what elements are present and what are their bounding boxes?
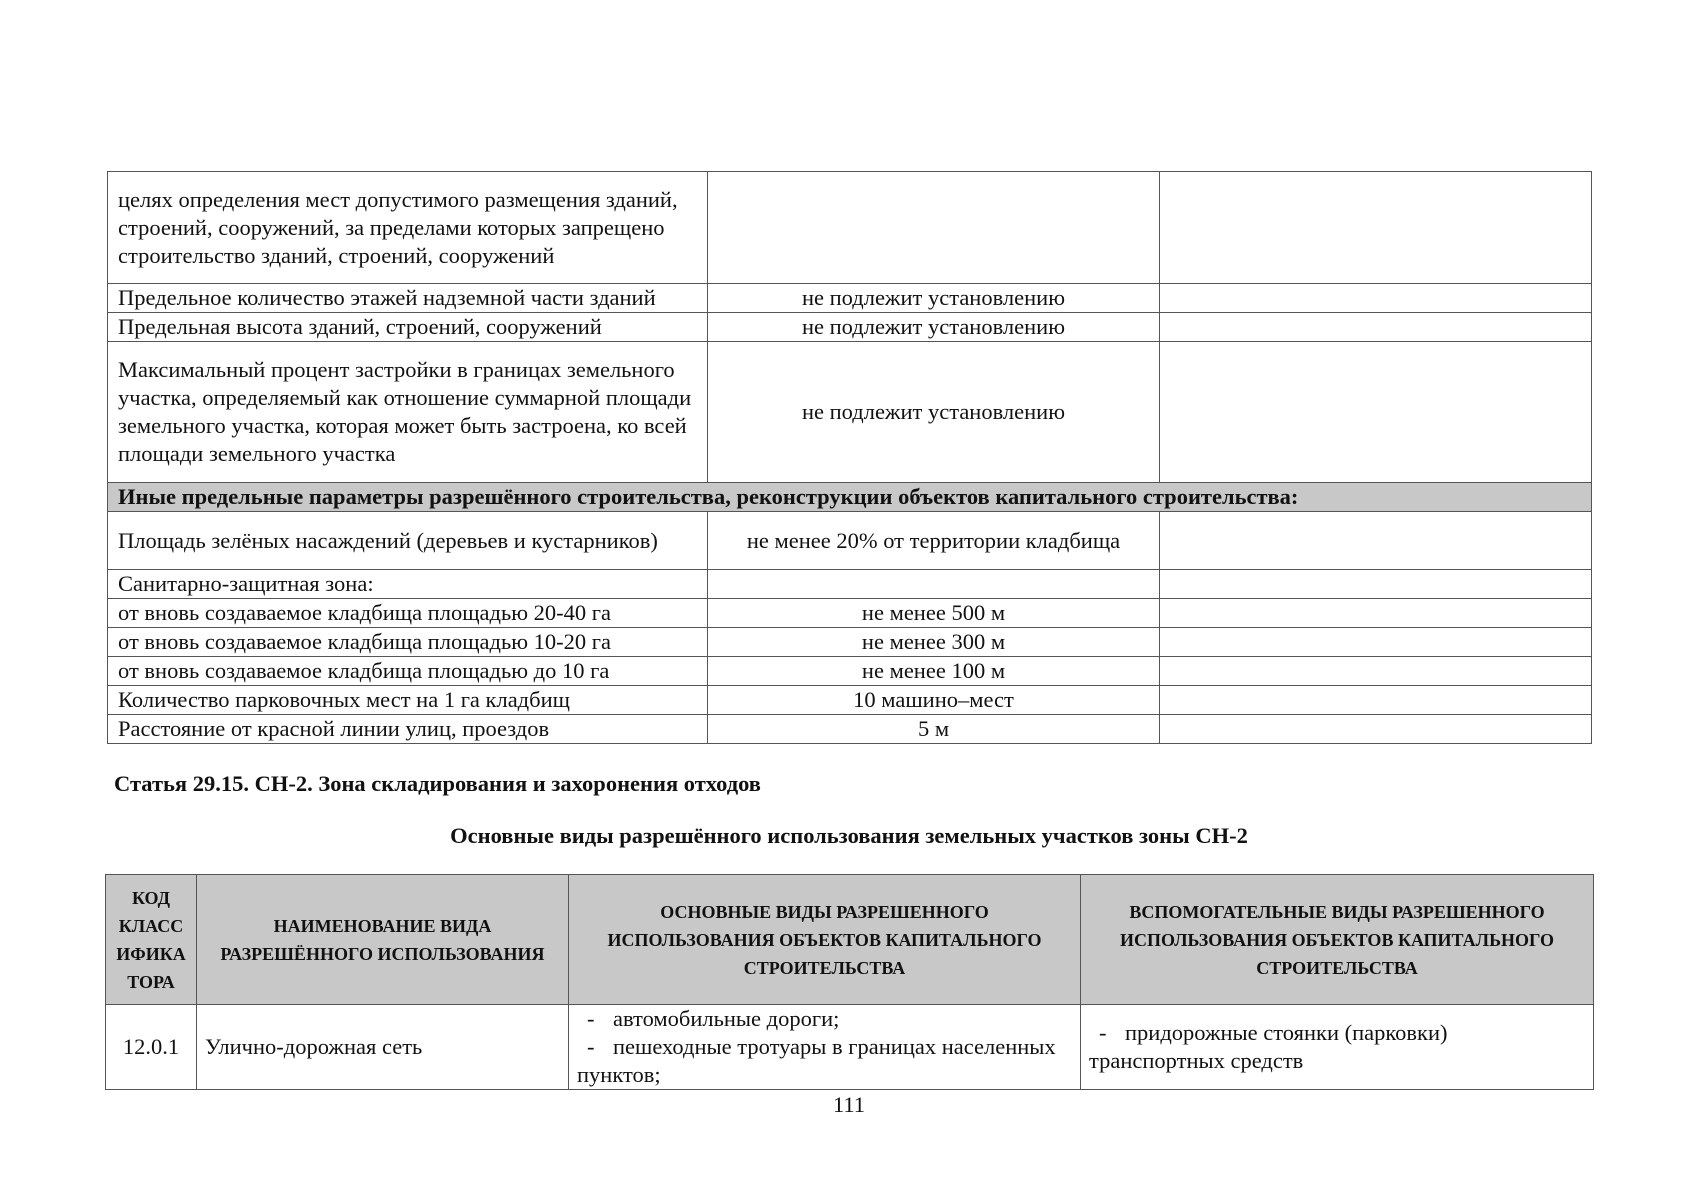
- page-number: 111: [832, 1092, 866, 1117]
- table-row: [108, 686, 1592, 715]
- main-uses-cell: [569, 1005, 1081, 1090]
- table-row: [108, 599, 1592, 628]
- param-value: 5 м: [708, 715, 1160, 744]
- table-row: [108, 342, 1592, 483]
- section-heading-row: [108, 483, 1592, 512]
- param-label: от вновь создаваемое кладбища площадью до 10 га: [108, 657, 708, 686]
- classifier-code: 12.0.1: [106, 1005, 197, 1090]
- header-code: КОД КЛАСС ИФИКА ТОРА: [106, 875, 197, 1005]
- table-row: [108, 313, 1592, 342]
- list-item-text: автомобильные дороги;: [613, 1006, 840, 1031]
- param-value: не менее 20% от территории кладбища: [708, 512, 1160, 570]
- param-value: 10 машино–мест: [708, 686, 1160, 715]
- table-caption: Основные виды разрешённого использования земельных участков зоны СН-2: [450, 823, 1248, 848]
- param-note: [1160, 715, 1592, 744]
- param-value: не менее 100 м: [708, 657, 1160, 686]
- param-note: [1160, 628, 1592, 657]
- list-item-text: пешеходные тротуары в границах населенных пунктов;: [577, 1034, 1056, 1087]
- table-row: [108, 284, 1592, 313]
- table-row: [108, 657, 1592, 686]
- table-row: [108, 570, 1592, 599]
- article-title: Статья 29.15. СН-2. Зона складирования и захоронения отходов: [114, 771, 761, 796]
- list-item: [577, 1033, 1072, 1089]
- table-row: [108, 512, 1592, 570]
- header-aux-uses: ВСПОМОГАТЕЛЬНЫЕ ВИДЫ РАЗРЕШЕННОГО ИСПОЛЬЗОВАНИЯ ОБЪЕКТОВ КАПИТАЛЬНОГО СТРОИТЕЛЬСТВА: [1081, 875, 1594, 1005]
- list-item: [577, 1005, 1072, 1033]
- param-note: [1160, 313, 1592, 342]
- param-value: [708, 570, 1160, 599]
- dash-mark: -: [587, 1006, 595, 1031]
- use-name: Улично-дорожная сеть: [197, 1005, 569, 1090]
- aux-uses-cell: [1081, 1005, 1594, 1090]
- param-value: не подлежит установлению: [708, 284, 1160, 313]
- param-value: не менее 500 м: [708, 599, 1160, 628]
- parameters-table: [107, 171, 1592, 744]
- param-label: Максимальный процент застройки в границах земельного участка, определяемый как отношение суммарной площади земельного участка, которая может быть застроена, ко всей площади земельного участка: [108, 342, 708, 483]
- section-heading: Иные предельные параметры разрешённого строительства, реконструкции объектов капитального строительства:: [108, 483, 1592, 512]
- param-note: [1160, 512, 1592, 570]
- param-label: от вновь создаваемое кладбища площадью 10-20 га: [108, 628, 708, 657]
- param-note: [1160, 284, 1592, 313]
- table-row: [108, 715, 1592, 744]
- param-label: Количество парковочных мест на 1 га кладбищ: [108, 686, 708, 715]
- table-header-row: [106, 875, 1594, 1005]
- land-uses-table: [105, 874, 1594, 1090]
- param-label: Предельная высота зданий, строений, сооружений: [108, 313, 708, 342]
- param-note: [1160, 172, 1592, 284]
- param-label: Санитарно-защитная зона:: [108, 570, 708, 599]
- param-label: Расстояние от красной линии улиц, проездов: [108, 715, 708, 744]
- list-item-text: придорожные стоянки (парковки) транспортных средств: [1089, 1020, 1448, 1073]
- param-note: [1160, 657, 1592, 686]
- list-item: [1089, 1019, 1585, 1075]
- header-main-uses: ОСНОВНЫЕ ВИДЫ РАЗРЕШЕННОГО ИСПОЛЬЗОВАНИЯ ОБЪЕКТОВ КАПИТАЛЬНОГО СТРОИТЕЛЬСТВА: [569, 875, 1081, 1005]
- param-note: [1160, 599, 1592, 628]
- param-value: [708, 172, 1160, 284]
- table-row: [108, 628, 1592, 657]
- table-row: [108, 172, 1592, 284]
- param-label: от вновь создаваемое кладбища площадью 20-40 га: [108, 599, 708, 628]
- param-value: не подлежит установлению: [708, 313, 1160, 342]
- param-label: целях определения мест допустимого размещения зданий, строений, сооружений, за пределами которых запрещено строительство зданий, строений, сооружений: [108, 172, 708, 284]
- dash-mark: -: [587, 1034, 595, 1059]
- param-note: [1160, 686, 1592, 715]
- header-name: НАИМЕНОВАНИЕ ВИДА РАЗРЕШЁННОГО ИСПОЛЬЗОВАНИЯ: [197, 875, 569, 1005]
- param-note: [1160, 342, 1592, 483]
- param-label: Предельное количество этажей надземной части зданий: [108, 284, 708, 313]
- param-label: Площадь зелёных насаждений (деревьев и кустарников): [108, 512, 708, 570]
- param-value: не подлежит установлению: [708, 342, 1160, 483]
- dash-mark: -: [1099, 1020, 1107, 1045]
- table-row: [106, 1005, 1594, 1090]
- param-note: [1160, 570, 1592, 599]
- param-value: не менее 300 м: [708, 628, 1160, 657]
